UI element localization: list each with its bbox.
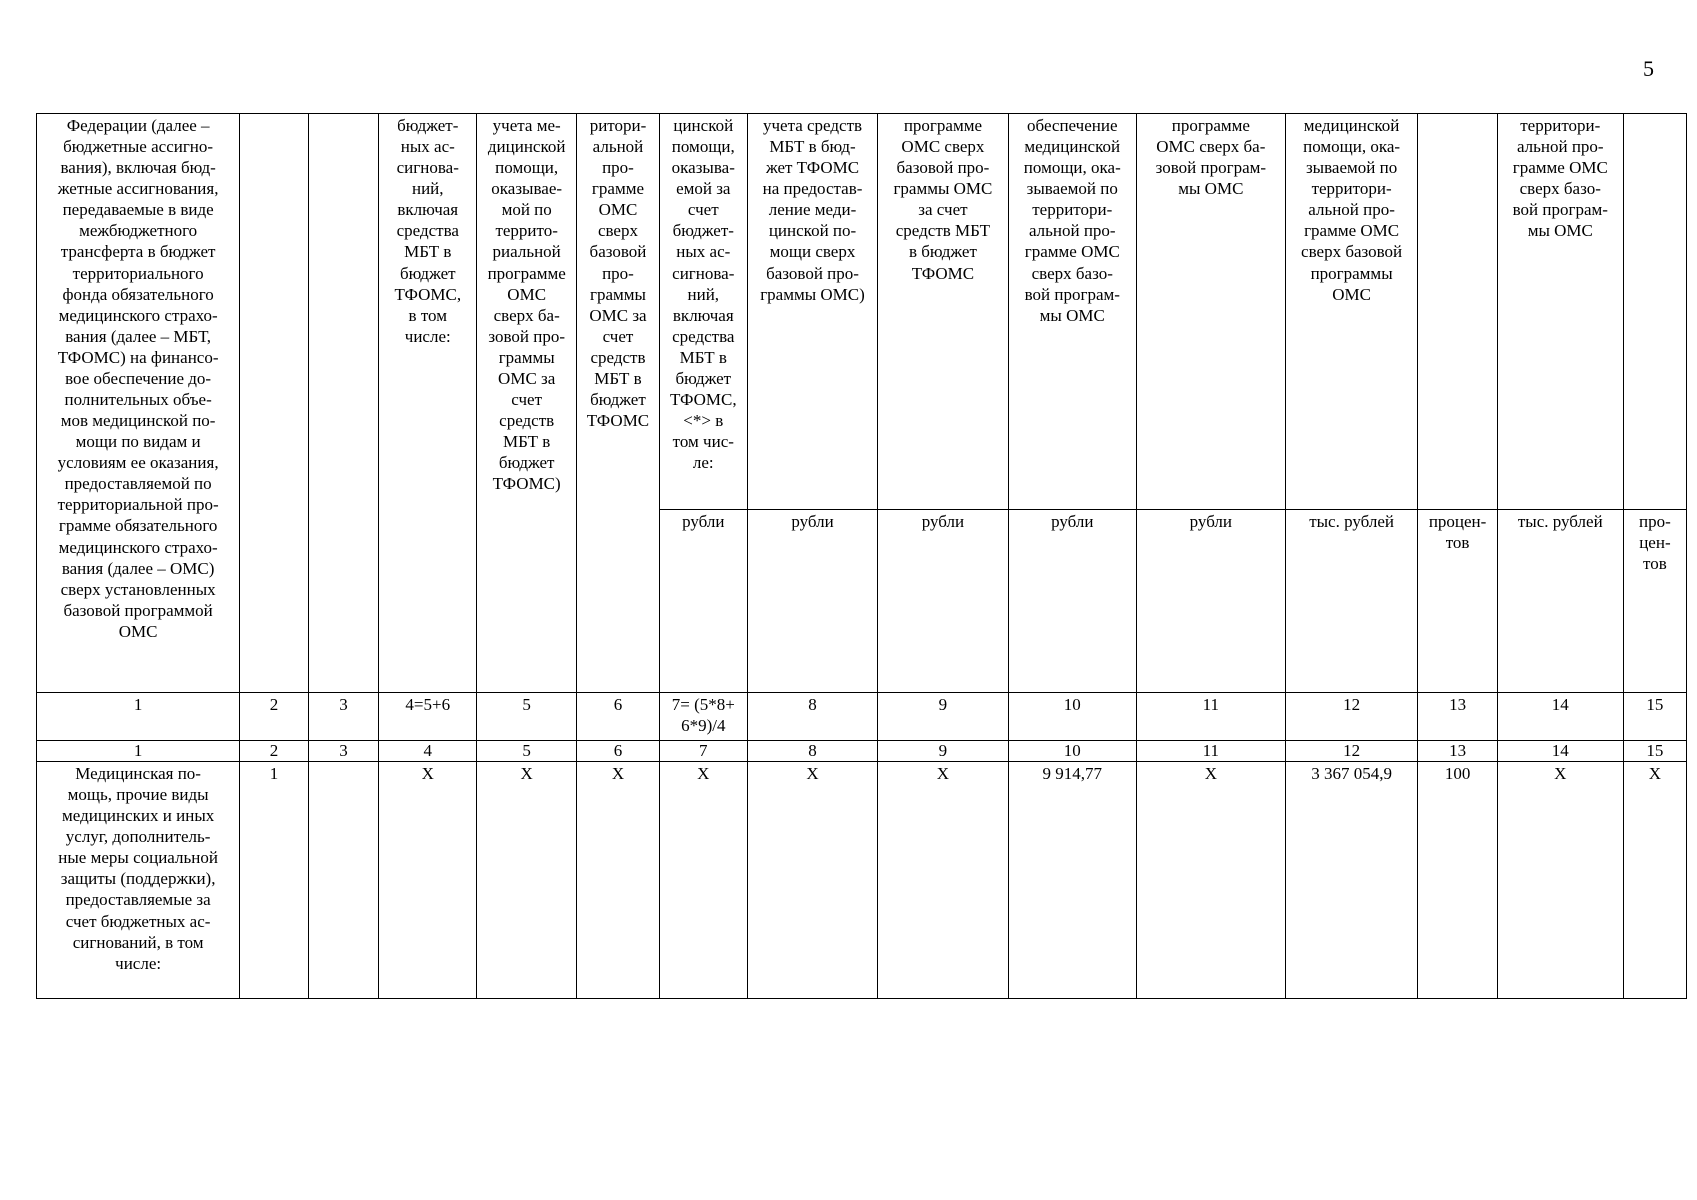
text-line: в том: [408, 305, 447, 325]
table-cell: X: [878, 762, 1008, 999]
text-line: территориального: [72, 263, 204, 283]
text-line: трансферта в бюджет: [60, 242, 216, 262]
text-line: мы ОМС: [1527, 221, 1593, 241]
text-line: альной: [592, 137, 644, 157]
text-line: сигнований, в том: [72, 932, 204, 952]
formula-cell: 15: [1623, 693, 1686, 741]
table-cell: X: [379, 762, 477, 999]
text-line: бюджетные ассигно-: [63, 137, 214, 157]
text-line: помощи,: [671, 137, 735, 157]
text-line: дицинской: [487, 137, 566, 157]
text-line: ТФОМС,: [669, 390, 737, 410]
text-line: ний,: [411, 179, 444, 199]
header-cell-11: [1136, 114, 1285, 510]
text-line: медицинского страхо-: [58, 537, 218, 557]
table-cell: 100: [1418, 762, 1497, 999]
page-number: 5: [1643, 56, 1654, 81]
text-line: предоставляемой по: [64, 474, 212, 494]
text-line: вое обеспечение до-: [65, 368, 212, 388]
text-line: ОМС: [598, 200, 638, 220]
column-number-cell: 6: [577, 741, 660, 762]
header-cell-9: [878, 114, 1008, 510]
text-line: территори-: [1032, 200, 1113, 220]
text-line: альной про-: [1308, 200, 1395, 220]
text-line: мой по: [501, 200, 552, 220]
formula-cell: 8: [747, 693, 877, 741]
column-number-cell: 9: [878, 741, 1008, 762]
text-line: оказывае-: [491, 179, 563, 199]
text-line: зовой програм-: [1155, 158, 1267, 178]
table-cell: 1: [240, 762, 308, 999]
text-line: сигнова-: [672, 263, 735, 283]
text-line: цинской по-: [768, 221, 857, 241]
table-cell: 3 367 054,9: [1285, 762, 1418, 999]
formula-cell: 4=5+6: [379, 693, 477, 741]
formula-cell: 3: [308, 693, 379, 741]
table-cell: 9 914,77: [1008, 762, 1136, 999]
table-cell: X: [1136, 762, 1285, 999]
unit-cell-9: рубли: [878, 510, 1008, 693]
text-line: ОМС за: [589, 305, 647, 325]
text-line: предоставляемые за: [65, 890, 211, 910]
table-cell: X: [477, 762, 577, 999]
table-row: [37, 762, 1687, 999]
text-line: грамме ОМС: [1024, 242, 1120, 262]
table-cell: X: [577, 762, 660, 999]
text-line: вания (далее – МБТ,: [65, 326, 212, 346]
text-line: передаваемые в виде: [62, 200, 214, 220]
text-line: ОМС сверх: [901, 137, 985, 157]
text-line: МБТ в бюд-: [769, 137, 856, 157]
text-line: вания), включая бюд-: [60, 158, 216, 178]
text-line: программе: [1171, 116, 1250, 135]
text-line: ТФОМС: [586, 411, 650, 431]
unit-cell-12: тыс. рублей: [1285, 510, 1418, 693]
column-number-cell: 12: [1285, 741, 1418, 762]
text-line: 6*9)/4: [681, 716, 726, 736]
text-line: базовой программой: [63, 600, 213, 620]
text-line: в бюджет: [908, 242, 977, 262]
unit-cell-15: [1623, 510, 1686, 693]
text-line: помощи,: [495, 158, 559, 178]
formula-cell: 10: [1008, 693, 1136, 741]
text-line: сверх ба-: [493, 305, 560, 325]
text-line: базовой про-: [896, 158, 990, 178]
formula-cell: 14: [1497, 693, 1623, 741]
text-line: медицинских и иных: [62, 806, 215, 826]
table-header-row: [37, 114, 1687, 510]
table-cell: [308, 762, 379, 999]
text-line: мы ОМС: [1178, 179, 1244, 199]
formula-cell: 11: [1136, 693, 1285, 741]
text-line: средства: [396, 221, 459, 241]
text-line: Федерации (далее –: [66, 116, 210, 135]
text-line: программе: [903, 116, 983, 135]
text-line: ритори-: [589, 116, 647, 135]
text-line: зовой про-: [488, 326, 565, 346]
data-table: [36, 113, 1687, 999]
header-cell-14: [1497, 114, 1623, 510]
unit-cell-13: [1418, 510, 1497, 693]
text-line: МБТ в: [503, 432, 551, 452]
text-line: ОМС: [507, 284, 547, 304]
text-line: ле:: [692, 453, 714, 473]
text-line: обеспечение: [1027, 116, 1118, 135]
text-line: жетные ассигнования,: [57, 179, 219, 199]
text-line: помощи, ока-: [1023, 158, 1121, 178]
text-line: счет: [687, 200, 719, 220]
text-line: условиям ее оказания,: [57, 453, 219, 473]
header-cell-13: [1418, 114, 1497, 510]
header-cell-15: [1623, 114, 1686, 510]
text-line: сверх базо-: [1031, 263, 1113, 283]
text-line: сверх: [597, 221, 638, 241]
text-line: ТФОМС: [911, 263, 975, 283]
row-label: [37, 762, 240, 999]
text-line: средств: [590, 347, 646, 367]
unit-cell-14: тыс. рублей: [1497, 510, 1623, 693]
text-line: ных ас-: [400, 137, 455, 157]
text-line: счет бюджетных ас-: [65, 911, 211, 931]
column-number-cell: 5: [477, 741, 577, 762]
text-line: грамме ОМС: [1304, 221, 1400, 241]
text-line: граммы ОМС): [760, 284, 865, 304]
column-number-cell: 11: [1136, 741, 1285, 762]
unit-cell-7: рубли: [659, 510, 747, 693]
header-cell-8: [747, 114, 877, 510]
text-line: помощи, ока-: [1303, 137, 1401, 157]
text-line: услуг, дополнитель-: [65, 827, 211, 847]
text-line: ОМС за: [498, 368, 556, 388]
header-cell-2: [240, 114, 308, 693]
formula-cell: 9: [878, 693, 1008, 741]
text-line: МБТ в: [679, 347, 727, 367]
text-line: средств МБТ: [895, 221, 991, 241]
text-line: <*> в: [683, 411, 724, 431]
text-line: ОМС: [118, 621, 158, 641]
text-line: зываемой по: [1026, 179, 1118, 199]
column-number-cell: 14: [1497, 741, 1623, 762]
text-line: ТФОМС,: [394, 284, 462, 304]
text-line: процен-: [1428, 512, 1487, 531]
text-line: зываемой по: [1305, 158, 1398, 178]
text-line: программе: [487, 263, 566, 283]
text-line: том чис-: [672, 432, 734, 452]
text-line: Медицинская по-: [75, 764, 201, 783]
text-line: ОМС: [1332, 284, 1371, 304]
text-line: бюджет: [675, 368, 732, 388]
unit-cell-11: рубли: [1136, 510, 1285, 693]
text-line: ний,: [687, 284, 720, 304]
table-cell: X: [747, 762, 877, 999]
text-line: счет: [511, 390, 543, 410]
text-line: оказыва-: [671, 158, 735, 178]
unit-cell-8: рубли: [747, 510, 877, 693]
formula-cell: 5: [477, 693, 577, 741]
text-line: вой програм-: [1512, 200, 1608, 220]
header-cell-3: [308, 114, 379, 693]
formula-cell: 2: [240, 693, 308, 741]
text-line: ТФОМС): [492, 474, 561, 494]
text-line: медицинского страхо-: [58, 305, 218, 325]
text-line: ТФОМС) на финансо-: [57, 347, 219, 367]
text-line: учета ме-: [492, 116, 561, 135]
text-line: мощи по видам и: [75, 432, 201, 452]
header-cell-10: [1008, 114, 1136, 510]
text-line: защиты (поддержки),: [60, 869, 216, 889]
column-number-cell: 3: [308, 741, 379, 762]
header-cell-5: [477, 114, 577, 693]
column-number-cell: 2: [240, 741, 308, 762]
formula-cell: 12: [1285, 693, 1418, 741]
text-line: ные меры социальной: [58, 848, 218, 868]
table-cell: X: [1497, 762, 1623, 999]
formula-cell: [659, 693, 747, 741]
text-line: полнительных объе-: [64, 390, 212, 410]
text-line: 7= (5*8+: [671, 695, 735, 714]
text-line: про-: [602, 263, 634, 283]
text-line: альной про-: [1028, 221, 1116, 241]
text-line: бюджет: [399, 263, 456, 283]
text-line: включая: [672, 305, 734, 325]
text-line: тов: [1445, 533, 1470, 553]
text-line: граммы: [589, 284, 646, 304]
text-line: территори-: [1311, 179, 1392, 199]
text-line: про-: [1639, 512, 1671, 531]
text-line: мов медицинской по-: [60, 411, 216, 431]
text-line: средств: [499, 411, 555, 431]
text-line: медицинской: [1024, 137, 1121, 157]
text-line: на предостав-: [762, 179, 863, 199]
column-number-cell: 8: [747, 741, 877, 762]
text-line: мы ОМС: [1039, 305, 1105, 325]
header-cell-12: [1285, 114, 1418, 510]
formula-cell: 6: [577, 693, 660, 741]
column-number-row: [37, 741, 1687, 762]
text-line: грамме обязательного: [58, 516, 218, 536]
column-number-cell: 13: [1418, 741, 1497, 762]
text-line: МБТ в: [594, 368, 642, 388]
text-line: вания (далее – ОМС): [61, 558, 215, 578]
unit-cell-10: рубли: [1008, 510, 1136, 693]
text-line: территориальной про-: [57, 495, 219, 515]
text-line: за счет: [918, 200, 968, 220]
header-cell-1: [37, 114, 240, 693]
text-line: МБТ в: [404, 242, 452, 262]
text-line: грамме: [591, 179, 645, 199]
text-line: числе:: [404, 326, 451, 346]
column-number-cell: 15: [1623, 741, 1686, 762]
text-line: учета средств: [762, 116, 863, 135]
text-line: территори-: [1520, 116, 1601, 135]
text-line: средства: [672, 326, 735, 346]
text-line: граммы ОМС: [893, 179, 993, 199]
column-number-cell: 1: [37, 741, 240, 762]
text-line: ление меди-: [768, 200, 857, 220]
text-line: сигнова-: [396, 158, 459, 178]
header-cell-4: [379, 114, 477, 693]
text-line: бюджет: [590, 390, 646, 410]
text-line: террито-: [495, 221, 558, 241]
text-line: базовой: [589, 242, 647, 262]
text-line: межбюджетного: [79, 221, 198, 241]
text-line: емой за: [676, 179, 731, 199]
text-line: грамме ОМС: [1512, 158, 1608, 178]
column-number-cell: 10: [1008, 741, 1136, 762]
text-line: медицинской: [1303, 116, 1400, 135]
header-cell-6: [577, 114, 660, 693]
text-line: сверх базо-: [1519, 179, 1601, 199]
text-line: счет: [602, 326, 634, 346]
text-line: цинской: [673, 116, 734, 135]
text-line: фонда обязательного: [62, 284, 214, 304]
text-line: риальной: [492, 242, 561, 262]
text-line: бюджет-: [397, 116, 459, 135]
text-line: базовой про-: [766, 263, 859, 283]
text-line: включая: [397, 200, 459, 220]
table-cell: X: [659, 762, 747, 999]
text-line: бюджет: [498, 453, 555, 473]
column-number-cell: 7: [659, 741, 747, 762]
formula-cell: 13: [1418, 693, 1497, 741]
text-line: тов: [1643, 554, 1667, 574]
formula-row: [37, 693, 1687, 741]
text-line: программы: [1310, 263, 1393, 283]
table-cell: X: [1623, 762, 1686, 999]
text-line: ОМС сверх ба-: [1156, 137, 1266, 157]
text-line: сверх базовой: [1301, 242, 1403, 262]
text-line: альной про-: [1516, 137, 1604, 157]
text-line: вой програм-: [1024, 284, 1120, 304]
text-line: цен-: [1639, 533, 1671, 553]
formula-cell: 1: [37, 693, 240, 741]
column-number-cell: 4: [379, 741, 477, 762]
text-line: мощь, прочие виды: [67, 785, 209, 805]
text-line: числе:: [115, 953, 162, 973]
text-line: жет ТФОМС: [765, 158, 860, 178]
text-line: про-: [602, 158, 634, 178]
text-line: ных ас-: [676, 242, 731, 262]
header-cell-7: [659, 114, 747, 510]
text-line: сверх установленных: [60, 579, 216, 599]
text-line: мощи сверх: [769, 242, 856, 262]
text-line: граммы: [498, 347, 555, 367]
text-line: бюджет-: [672, 221, 734, 241]
